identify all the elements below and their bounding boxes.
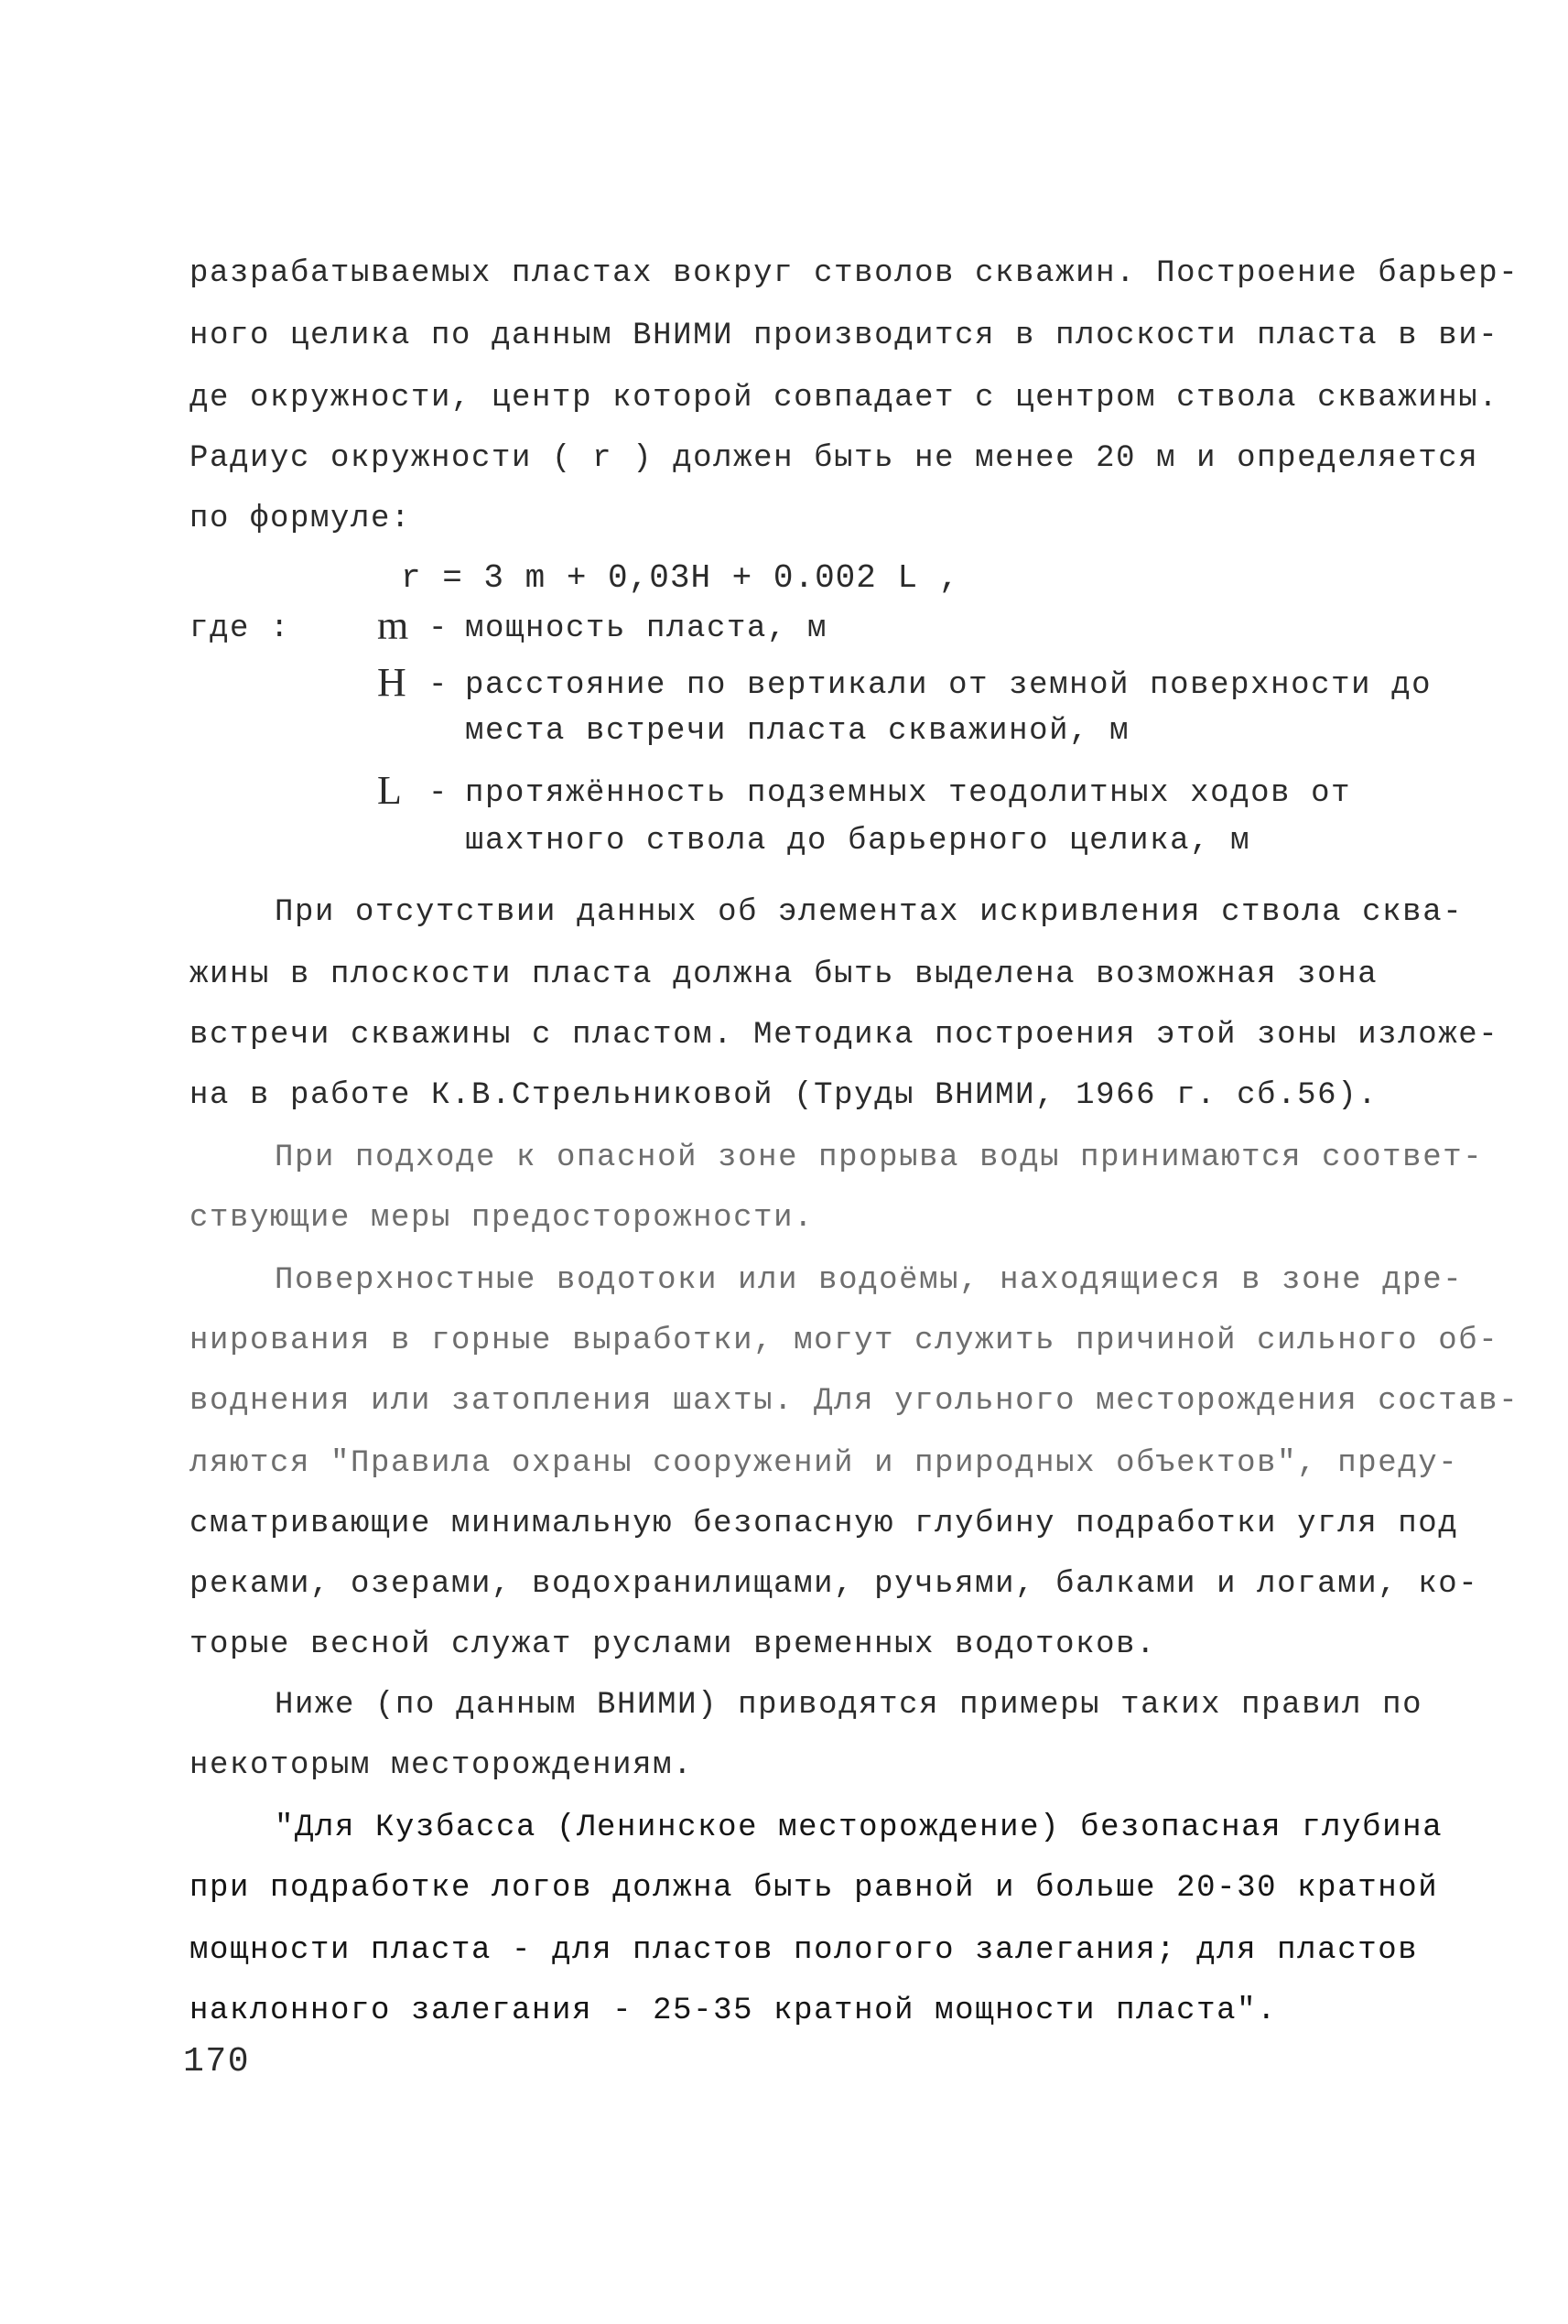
paragraph-4-line-1: Поверхностные водотоки или водоёмы, находящиеся в зоне дре- xyxy=(275,1263,1464,1298)
formula: r = 3 m + 0,03H + 0.002 L , xyxy=(401,559,960,597)
paragraph-6-line-2: при подработке логов должна быть равной и больше 20-30 кратной xyxy=(189,1871,1439,1906)
paragraph-3-line-2: ствующие меры предосторожности. xyxy=(189,1201,815,1236)
paragraph-4-line-2: нирования в горные выработки, могут служить причиной сильного об- xyxy=(189,1324,1499,1358)
paragraph-1-line-2: ного целика по данным ВНИМИ производится в плоскости пласта в ви- xyxy=(189,319,1499,353)
paragraph-4-line-5: сматривающие минимальную безопасную глубину подработки угля под xyxy=(189,1507,1459,1541)
paragraph-6-line-3: мощности пласта - для пластов пологого залегания; для пластов xyxy=(189,1933,1419,1968)
legend-text-m: мощность пласта, м xyxy=(465,611,828,646)
paragraph-5-line-2: некоторым месторождениям. xyxy=(189,1748,694,1783)
paragraph-4-line-6: реками, озерами, водохранилищами, ручьями, балками и логами, ко- xyxy=(189,1567,1479,1602)
paragraph-4-line-7: торые весной служат руслами временных водотоков. xyxy=(189,1627,1157,1662)
legend-dash-m: - xyxy=(428,611,449,646)
where-label: где : xyxy=(189,611,291,646)
page-number: 170 xyxy=(183,2042,251,2081)
legend-text-l-line-2: шахтного ствола до барьерного целика, м xyxy=(465,824,1251,859)
paragraph-4-line-4: ляются "Правила охраны сооружений и природных объектов", преду- xyxy=(189,1446,1459,1481)
paragraph-1-line-5: по формуле: xyxy=(189,502,412,536)
paragraph-6-line-4: наклонного залегания - 25-35 кратной мощности пласта". xyxy=(189,1994,1278,2028)
legend-text-h-line-2: места встречи пласта скважиной, м xyxy=(465,714,1130,749)
paragraph-4-line-3: воднения или затопления шахты. Для угольного месторождения состав- xyxy=(189,1384,1519,1419)
paragraph-1-line-4: Радиус окружности ( r ) должен быть не менее 20 м и определяется xyxy=(189,441,1479,476)
paragraph-2-line-3: встречи скважины с пластом. Методика построения этой зоны изложе- xyxy=(189,1018,1499,1053)
paragraph-2-line-1: При отсутствии данных об элементах искривления ствола сква- xyxy=(275,895,1464,930)
paragraph-1-line-3: де окружности, центр которой совпадает с центром ствола скважины. xyxy=(189,381,1499,416)
paragraph-5-line-1: Ниже (по данным ВНИМИ) приводятся примеры таких правил по xyxy=(275,1688,1423,1723)
legend-symbol-l: L xyxy=(377,768,402,813)
legend-dash-l: - xyxy=(428,776,449,811)
paragraph-2-line-4: на в работе К.В.Стрельниковой (Труды ВНИМИ, 1966 г. сб.56). xyxy=(189,1078,1379,1113)
paragraph-6-line-1: "Для Кузбасса (Ленинское месторождение) безопасная глубина xyxy=(275,1811,1444,1845)
legend-symbol-m: m xyxy=(377,603,409,648)
legend-text-h-line-1: расстояние по вертикали от земной поверхности до xyxy=(465,668,1433,703)
paragraph-1-line-1: разрабатываемых пластах вокруг стволов скважин. Построение барьер- xyxy=(189,256,1519,291)
legend-dash-h: - xyxy=(428,668,449,703)
legend-symbol-h: H xyxy=(377,660,406,705)
paragraph-2-line-2: жины в плоскости пласта должна быть выделена возможная зона xyxy=(189,957,1379,992)
legend-text-l-line-1: протяжённость подземных теодолитных ходов от xyxy=(465,776,1352,811)
paragraph-3-line-1: При подходе к опасной зоне прорыва воды принимаются соответ- xyxy=(275,1140,1484,1175)
